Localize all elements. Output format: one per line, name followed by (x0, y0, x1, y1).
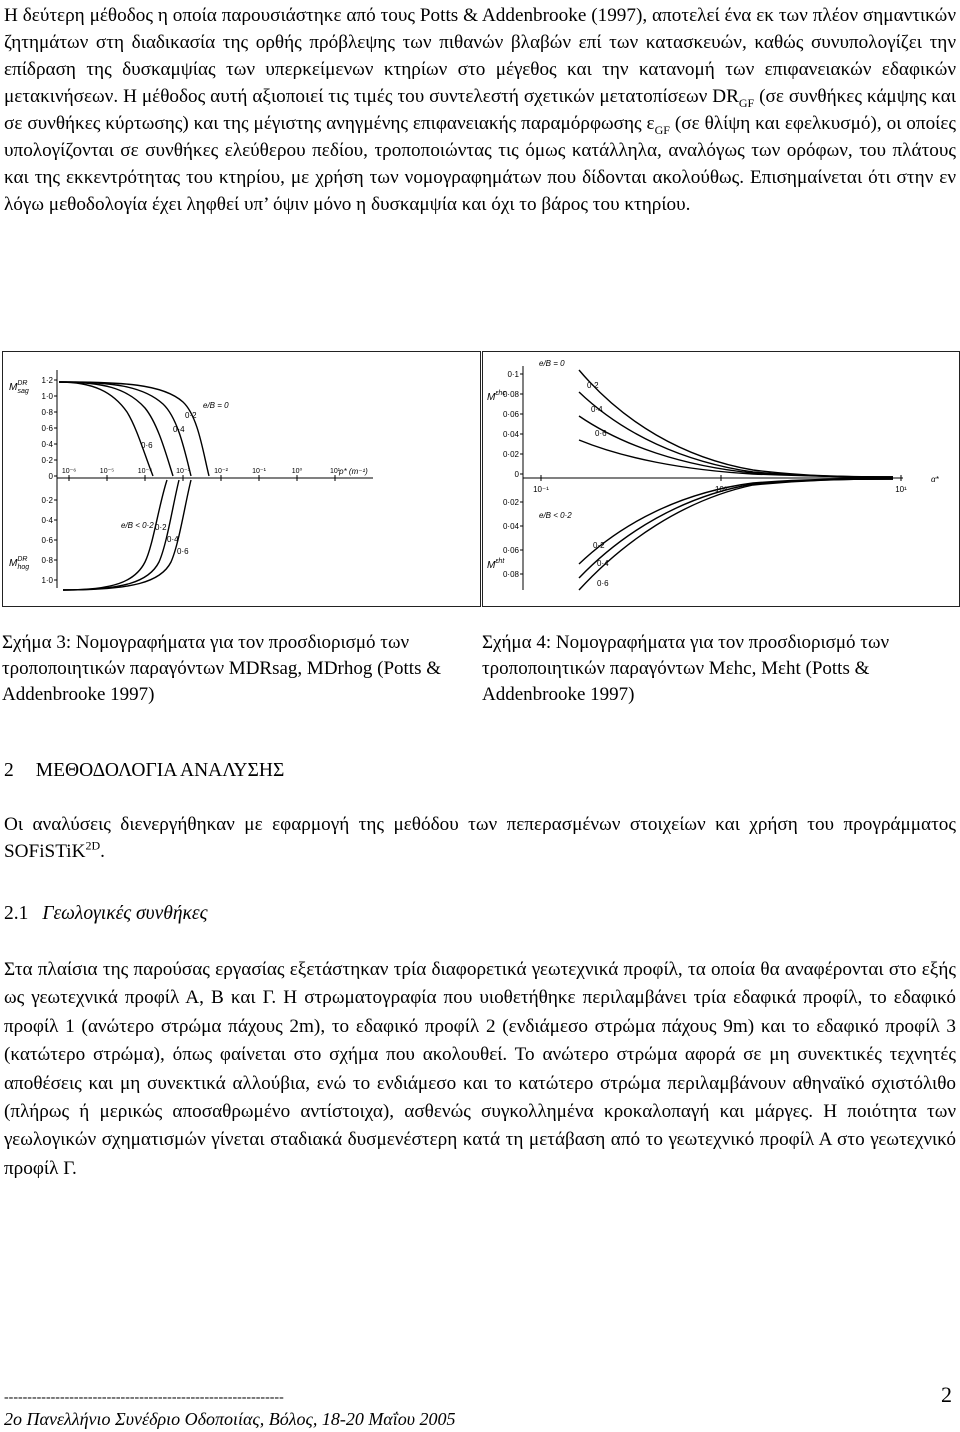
fig3-label-06: 0·6 (141, 441, 153, 450)
fig4-ytick-bottom-0: 0·02 (502, 498, 519, 507)
fig3-label-hog-04: 0·4 (167, 535, 179, 544)
fig3-label-02: 0·2 (185, 411, 197, 420)
intro-paragraph: Η δεύτερη μέθοδος η οποία παρουσιάστηκε από τους Potts & Addenbrooke (1997), αποτελεί ένα εκ των πλέον σημαντικών ζητημάτων στη διαδικασία της ορθής πρόβλεψης των πιθανών βλαβών επί των κατασκευών, καθώς συνυπολογίζει την επίδραση της δυσκαμψίας των υπερκείμενων κτηρίων στο μέγεθος και την κατανομή των επιφανειακών εδαφικών μετακινήσεων. Η μέθοδος αυτή αξιοποιεί τις τιμές του συντελεστή σχετικών μετατοπίσεων $DR_{GF}$ (σε συνθήκες κάμψης και σε συνθήκες κύρτωσης) και της μέγιστης ανηγμένης επιφανειακής παραμόρφωσης $\varepsilon_{GF}$ (σε θλίψη και εφελκυσμό), οι οποίες υπολογίζονται σε συνθήκες ελεύθερου πεδίου, τροποποιώντας τις όμως κατάλληλα, αναλόγως των ορόφων, του πλάτους και της εκκεντρότητας του κτηρίου, με χρήση των νομογραφημάτων που δίδονται ακολούθως. Επισημαίνεται ότι στην εν λόγω μεθοδολογία έχει ληφθεί υπ’ όψιν μόνο η δυσκαμψία και όχι το βάρος του κτηρίου. (4, 5, 956, 215)
fig4-yticks-bottom (503, 498, 523, 579)
fig3-curve-hog-02 (63, 480, 167, 590)
fig3-xtick-4: 10⁻² (214, 468, 228, 475)
fig3-xtick-0: 10⁻⁶ (61, 468, 77, 475)
fig3-ytick-top-2: 0·8 (41, 408, 53, 417)
figure-3-nomogram (3, 352, 480, 606)
fig4-curve-top-eb04 (579, 416, 893, 477)
fig4-curve-top-eb0 (579, 370, 893, 477)
section-2-1-heading (4, 903, 207, 925)
fig3-xtick-3: 10⁻³ (176, 468, 190, 475)
fig4-label-eb0: e/B = 0 (539, 359, 565, 368)
fig4-ytick-top-5: 0 (514, 470, 519, 479)
fig3-xlabel: ρ* (m⁻¹) (339, 467, 368, 476)
geology-paragraph: Στα πλαίσια της παρούσας εργασίας εξετάστηκαν τρία διαφορετικά γεωτεχνικά προφίλ, τα οποία θα αναφέρονται στο εξής ως γεωτεχνικά προφίλ Α, Β και Γ. Η στρωματογραφία που υιοθετήθηκε περιλαμβάνει τρία εδαφικά προφίλ, το εδαφικό προφίλ 1 (ανώτερο στρώμα πάχους 2m), το εδαφικό προφίλ 2 (ενδιάμεσο στρώμα πάχους 9m) και το εδαφικό προφίλ 3 (κατώτερο στρώμα), όπως φαίνεται στο σχήμα που ακολουθεί. Το ανώτερο στρώμα αφορά σε μη συνεκτικές τεχνητές αποθέσεις και μη συνεκτικά αλλούβια, ενώ το ενδιάμεσο και το κατώτερο στρώμα περιλαμβάνουν αθηναϊκό σχιστόλιθο (πλήρως ή μερικώς αποσαθρωμένο αντίστοιχα), ασθενώς συγκολλημένα κροκαλοπαγή και μάργες. Η ποιότητα των γεωλογικών σχηματισμών γίνεται σταδιακά δυσμενέστερη κατά τη μετάβαση από το γεωτεχνικό προφίλ Α στο γεωτεχνικό προφίλ Γ. (4, 959, 956, 1179)
section-2-title: ΜΕΘΟΔΟΛΟΓΙΑ ΑΝΑΛΥΣΗΣ (35, 760, 285, 781)
fig3-ytick-top-5: 0·2 (41, 456, 53, 465)
fig3-ytick-top-4: 0·4 (41, 440, 53, 449)
fig4-ytick-top-0: 0·1 (507, 370, 519, 379)
fig3-ytick-top-3: 0·6 (41, 424, 53, 433)
fig4-ytick-top-4: 0·02 (502, 450, 519, 459)
fig3-label-eb0: e/B = 0 (203, 401, 229, 410)
fig3-ylabel-top: $M^{DR}$ sag (9, 380, 29, 395)
fig4-label-06: 0·6 (595, 429, 607, 438)
figure-4 (482, 351, 960, 607)
fig4-xlabel: α* (931, 475, 939, 484)
fig4-label-b04: 0·4 (597, 559, 609, 568)
fig3-yticks-bottom (41, 496, 57, 585)
fig3-xtick-5: 10⁻¹ (252, 468, 266, 475)
fig4-ytick-bottom-3: 0·08 (502, 570, 519, 579)
footer-conference: 2o Πανελλήνιο Συνέδριο Οδοποιίας, Βόλος, 18-20 Μαΐου 2005 (4, 1409, 456, 1429)
fig4-label-b02: 0·2 (593, 541, 605, 550)
fig3-ytick-bottom-2: 0·6 (41, 536, 53, 545)
figure-3 (2, 351, 481, 607)
methodology-paragraph: Οι αναλύσεις διενεργήθηκαν με εφαρμογή της μεθόδου των πεπερασμένων στοιχείων και χρήση του προγράμματος SOFiSTiK$^{2D}$. (4, 814, 956, 862)
fig3-xtick-1: 10⁻⁵ (99, 468, 115, 475)
section-2-number: 2 (4, 760, 14, 781)
fig3-label-hog-06: 0·6 (177, 547, 189, 556)
page-number: 2 (941, 1382, 952, 1407)
fig3-ylabel-bottom: $M^{DR}$ hog (9, 556, 30, 571)
figure-3-caption: Σχήμα 3: Νομογραφήματα για τον προσδιορισμό των τροποποιητικών παραγόντων MDRsag, MDrhog (Potts & Addenbrooke 1997) (2, 632, 441, 705)
fig3-ytick-bottom-1: 0·4 (41, 516, 53, 525)
fig4-xtick-1: 10⁰ (714, 485, 728, 494)
fig3-ytick-top-0: 1·2 (41, 376, 53, 385)
fig4-ytick-bottom-1: 0·04 (502, 522, 519, 531)
fig3-yticks-top (41, 376, 57, 481)
fig4-ylabel-top: $M^{\varepsilon hc}$ (487, 390, 506, 403)
figure-4-nomogram (483, 352, 959, 606)
section-2-1-title: Γεωλογικές συνθήκες (42, 903, 208, 924)
section-2-1-number: 2.1 (4, 903, 29, 924)
fig3-label-hog-02: 0·2 (155, 523, 167, 532)
eps-subscript: GF (654, 122, 670, 137)
fig4-ytick-top-2: 0·06 (502, 410, 519, 419)
fig4-xtick-0: 10⁻¹ (533, 485, 549, 494)
fig3-ytick-top-1: 1·0 (41, 392, 53, 401)
fig4-ylabel-bottom: $M^{\varepsilon ht}$ (487, 558, 505, 571)
section-2-heading (4, 760, 284, 782)
fig4-curve-bottom-02 (579, 479, 893, 564)
fig3-xticks (62, 467, 341, 481)
fig3-ytick-top-6: 0 (48, 472, 53, 481)
fig3-curve-sag-eb04 (59, 382, 173, 476)
fig3-ytick-bottom-3: 0·8 (41, 556, 53, 565)
fig4-curve-top-eb02 (579, 392, 893, 477)
fig4-ytick-bottom-2: 0·06 (502, 546, 519, 555)
fig3-curve-sag-eb0 (59, 382, 209, 476)
fig4-yticks-top (503, 370, 523, 479)
fig3-xtick-2: 10⁻⁴ (137, 468, 153, 475)
fig4-ytick-top-3: 0·04 (502, 430, 519, 439)
fig4-xtick-2: 10¹ (895, 485, 907, 494)
fig3-ytick-bottom-4: 1·0 (41, 576, 53, 585)
fig3-label-04: 0·4 (173, 425, 185, 434)
fig3-curve-sag-eb02 (59, 382, 191, 476)
fig4-ytick-top-1: 0·08 (502, 390, 519, 399)
sofistik-superscript: 2D (85, 838, 101, 853)
fig3-curve-sag-eb06 (59, 382, 153, 476)
fig4-curve-bottom-04 (579, 479, 893, 578)
fig3-xtick-6: 10⁰ (291, 468, 303, 475)
fig4-label-04: 0·4 (591, 405, 603, 414)
fig3-xtick-7: 10¹ (329, 468, 341, 475)
footer-rule: ------------------------------------------------------------ (4, 1390, 284, 1405)
figure-4-caption: Σχήμα 4: Νομογραφήματα για τον προσδιορισμό των τροποποιητικών παραγόντων Mεhc, Mεht (Potts & Addenbrooke 1997) (482, 632, 890, 705)
fig3-ytick-bottom-0: 0·2 (41, 496, 53, 505)
fig4-label-02: 0·2 (587, 381, 599, 390)
dr-subscript: GF (738, 95, 755, 110)
fig3-label-eb-bottom: e/B < 0·2 (121, 521, 154, 530)
fig4-curve-bottom-06 (579, 479, 893, 590)
fig4-label-eb-bottom: e/B < 0·2 (539, 511, 572, 520)
fig4-label-b06: 0·6 (597, 579, 609, 588)
